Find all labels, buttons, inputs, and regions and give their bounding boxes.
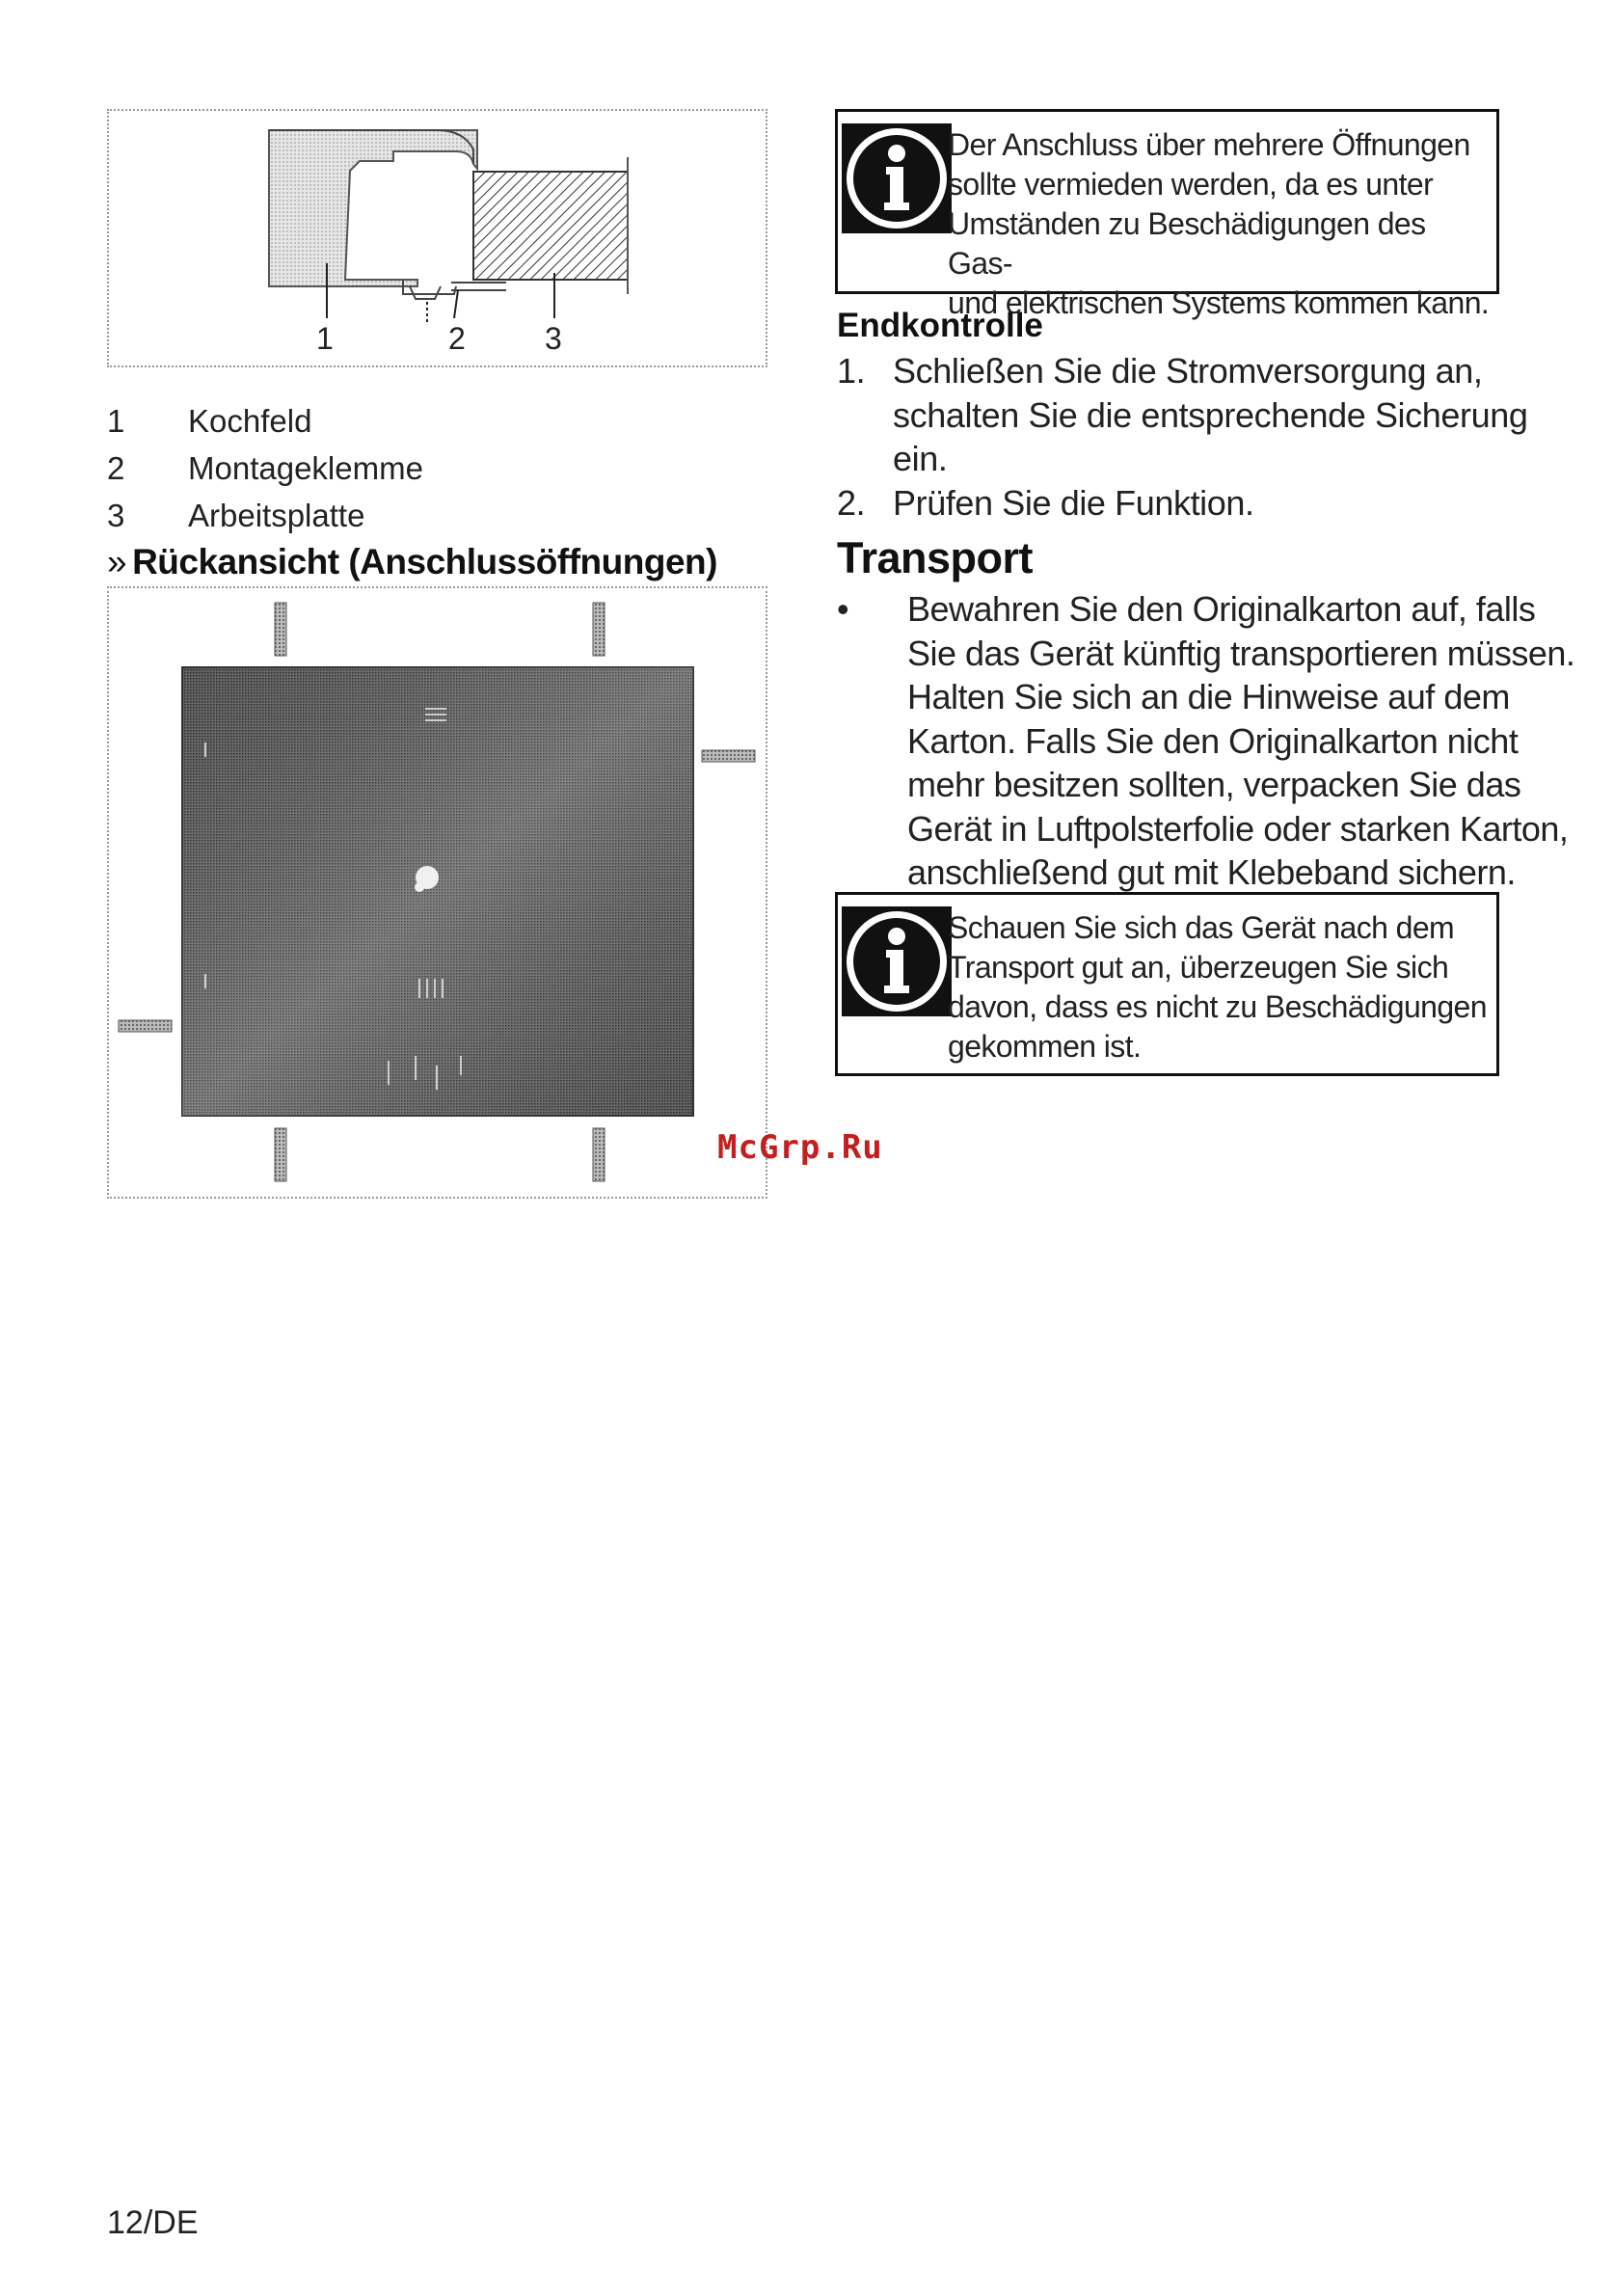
page-number: 12/DE bbox=[107, 2204, 199, 2241]
cable-opening bbox=[593, 603, 605, 656]
legend-label: Montageklemme bbox=[188, 450, 423, 486]
cable-opening bbox=[275, 1128, 286, 1181]
list-number: 2. bbox=[837, 482, 866, 523]
bullet-line: Sie das Gerät künftig transportieren müssen. bbox=[907, 633, 1575, 673]
legend-number: 2 bbox=[107, 450, 125, 486]
transport-heading: Transport bbox=[837, 533, 1034, 582]
endkontrolle-list bbox=[837, 349, 1527, 525]
rear-view-drawing bbox=[109, 588, 766, 1197]
info-line: davon, dass es nicht zu Beschädigungen bbox=[948, 989, 1487, 1024]
info-box-inspection bbox=[835, 892, 1499, 1076]
bullet-text bbox=[907, 587, 1601, 895]
info-line: Schauen Sie sich das Gerät nach dem bbox=[948, 910, 1455, 945]
cable-opening bbox=[702, 750, 755, 762]
info-text bbox=[948, 908, 1487, 1067]
transport-bullet bbox=[837, 587, 1601, 895]
bullet-line: anschließend gut mit Klebeband sichern. bbox=[907, 852, 1516, 892]
endkontrolle-heading: Endkontrolle bbox=[837, 307, 1043, 344]
info-icon bbox=[842, 906, 952, 1016]
list-item bbox=[837, 349, 1527, 481]
list-line: Prüfen Sie die Funktion. bbox=[893, 482, 1254, 523]
legend-label: Kochfeld bbox=[188, 403, 312, 439]
cable-opening bbox=[275, 603, 286, 656]
legend-item bbox=[107, 403, 311, 440]
callout-2: 2 bbox=[448, 321, 466, 356]
legend-label: Arbeitsplatte bbox=[188, 498, 365, 533]
hob-shape bbox=[269, 130, 477, 286]
bullet-line: Gerät in Luftpolsterfolie oder starken Karton, bbox=[907, 808, 1569, 849]
info-line: sollte vermieden werden, da es unter bbox=[948, 167, 1434, 202]
bullet-dot: • bbox=[837, 589, 849, 629]
list-number: 1. bbox=[837, 351, 866, 391]
info-line: und elektrischen Systems kommen kann. bbox=[948, 285, 1490, 320]
cable-opening bbox=[593, 1128, 605, 1181]
info-line: gekommen ist. bbox=[948, 1029, 1142, 1064]
legend-item bbox=[107, 450, 423, 487]
installation-cross-section-figure bbox=[107, 109, 767, 367]
bullet-line: Bewahren Sie den Originalkarton auf, falls bbox=[907, 589, 1536, 629]
bullet-line: Halten Sie sich an die Hinweise auf dem bbox=[907, 677, 1510, 716]
cross-section-drawing bbox=[109, 111, 766, 365]
callout-1: 1 bbox=[316, 321, 334, 356]
info-line: Transport gut an, überzeugen Sie sich bbox=[948, 950, 1449, 985]
worktop-shape bbox=[473, 172, 628, 280]
cable-opening bbox=[119, 1020, 172, 1032]
info-line: Umständen zu Beschädigungen des Gas- bbox=[948, 206, 1426, 281]
watermark: McGrp.Ru bbox=[717, 1128, 883, 1167]
rear-view-heading bbox=[107, 542, 717, 582]
info-box-connection bbox=[835, 109, 1499, 320]
legend-number: 1 bbox=[107, 403, 125, 439]
info-icon bbox=[842, 123, 952, 233]
list-line: ein. bbox=[893, 439, 948, 478]
info-text bbox=[948, 125, 1496, 323]
callout-3: 3 bbox=[545, 321, 562, 356]
heading-marker: » bbox=[107, 542, 127, 581]
list-item bbox=[837, 481, 1527, 526]
info-line: Der Anschluss über mehrere Öffnungen bbox=[948, 127, 1470, 162]
legend-item bbox=[107, 498, 364, 534]
list-line: Schließen Sie die Stromversorgung an, bbox=[893, 351, 1483, 391]
rear-view-figure bbox=[107, 586, 767, 1199]
rear-view-heading-text: Rückansicht (Anschlussöffnungen) bbox=[132, 542, 717, 581]
list-line: schalten Sie die entsprechende Sicherung bbox=[893, 394, 1528, 435]
bullet-line: Karton. Falls Sie den Originalkarton nicht bbox=[907, 720, 1519, 761]
bullet-line: mehr besitzen sollten, verpacken Sie das bbox=[907, 765, 1521, 804]
legend-number: 3 bbox=[107, 498, 125, 533]
